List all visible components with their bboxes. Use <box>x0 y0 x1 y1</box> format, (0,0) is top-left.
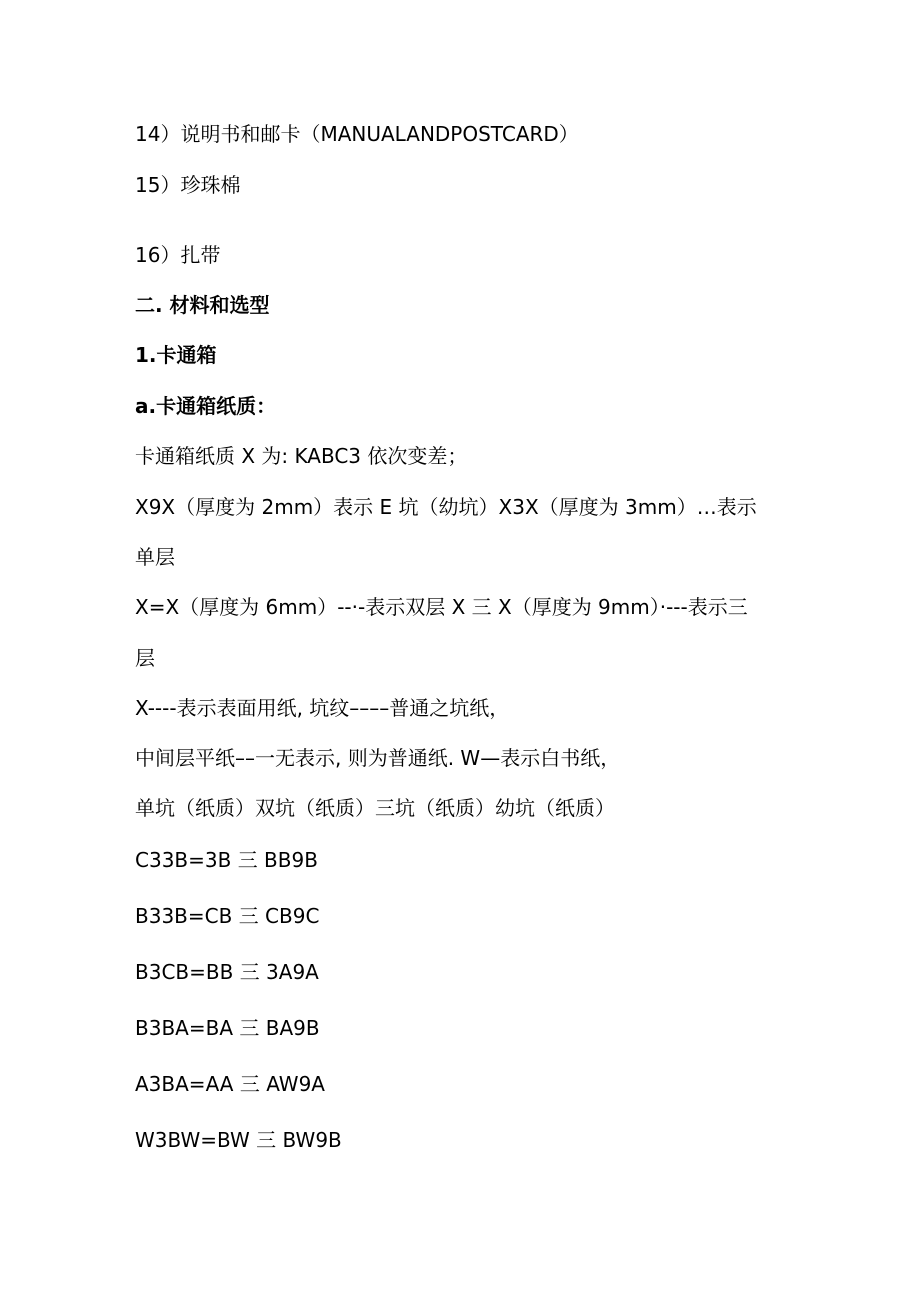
subsection-heading-carton: 1.卡通箱 <box>135 343 217 367</box>
list-item-15: 15）珍珠棉 <box>135 173 241 197</box>
paragraph-line: X9X（厚度为 2mm）表示 E 坑（幼坑）X3X（厚度为 3mm）…表示 <box>135 495 757 519</box>
paragraph-line: X=X（厚度为 6mm）--·-表示双层 X 三 X（厚度为 9mm）·---表示三 <box>135 595 748 619</box>
paragraph-line: 中间层平纸––一无表示, 则为普通纸. W—表示白书纸， <box>135 746 621 770</box>
paragraph-line: X----表示表面用纸, 坑纹––––普通之坑纸， <box>135 696 510 720</box>
section-heading-materials: 二. 材料和选型 <box>135 293 270 317</box>
formula-line: A3BA=AA 三 AW9A <box>135 1072 325 1096</box>
formula-line: W3BW=BW 三 BW9B <box>135 1128 342 1152</box>
subsection-heading-paper-quality: a.卡通箱纸质： <box>135 394 277 418</box>
list-item-16: 16）扎带 <box>135 243 221 267</box>
formula-line: B33B=CB 三 CB9C <box>135 904 320 928</box>
paragraph-line: 单坑（纸质）双坑（纸质）三坑（纸质）幼坑（纸质） <box>135 796 615 820</box>
list-item-14: 14）说明书和邮卡（MANUALANDPOSTCARD） <box>135 122 579 146</box>
formula-line: B3BA=BA 三 BA9B <box>135 1016 320 1040</box>
paragraph-line: 单层 <box>135 545 175 569</box>
paragraph-line: 卡通箱纸质 X 为: KABC3 依次变差； <box>135 444 468 468</box>
formula-line: C33B=3B 三 BB9B <box>135 848 318 872</box>
formula-line: B3CB=BB 三 3A9A <box>135 960 319 984</box>
paragraph-line: 层 <box>135 646 155 670</box>
